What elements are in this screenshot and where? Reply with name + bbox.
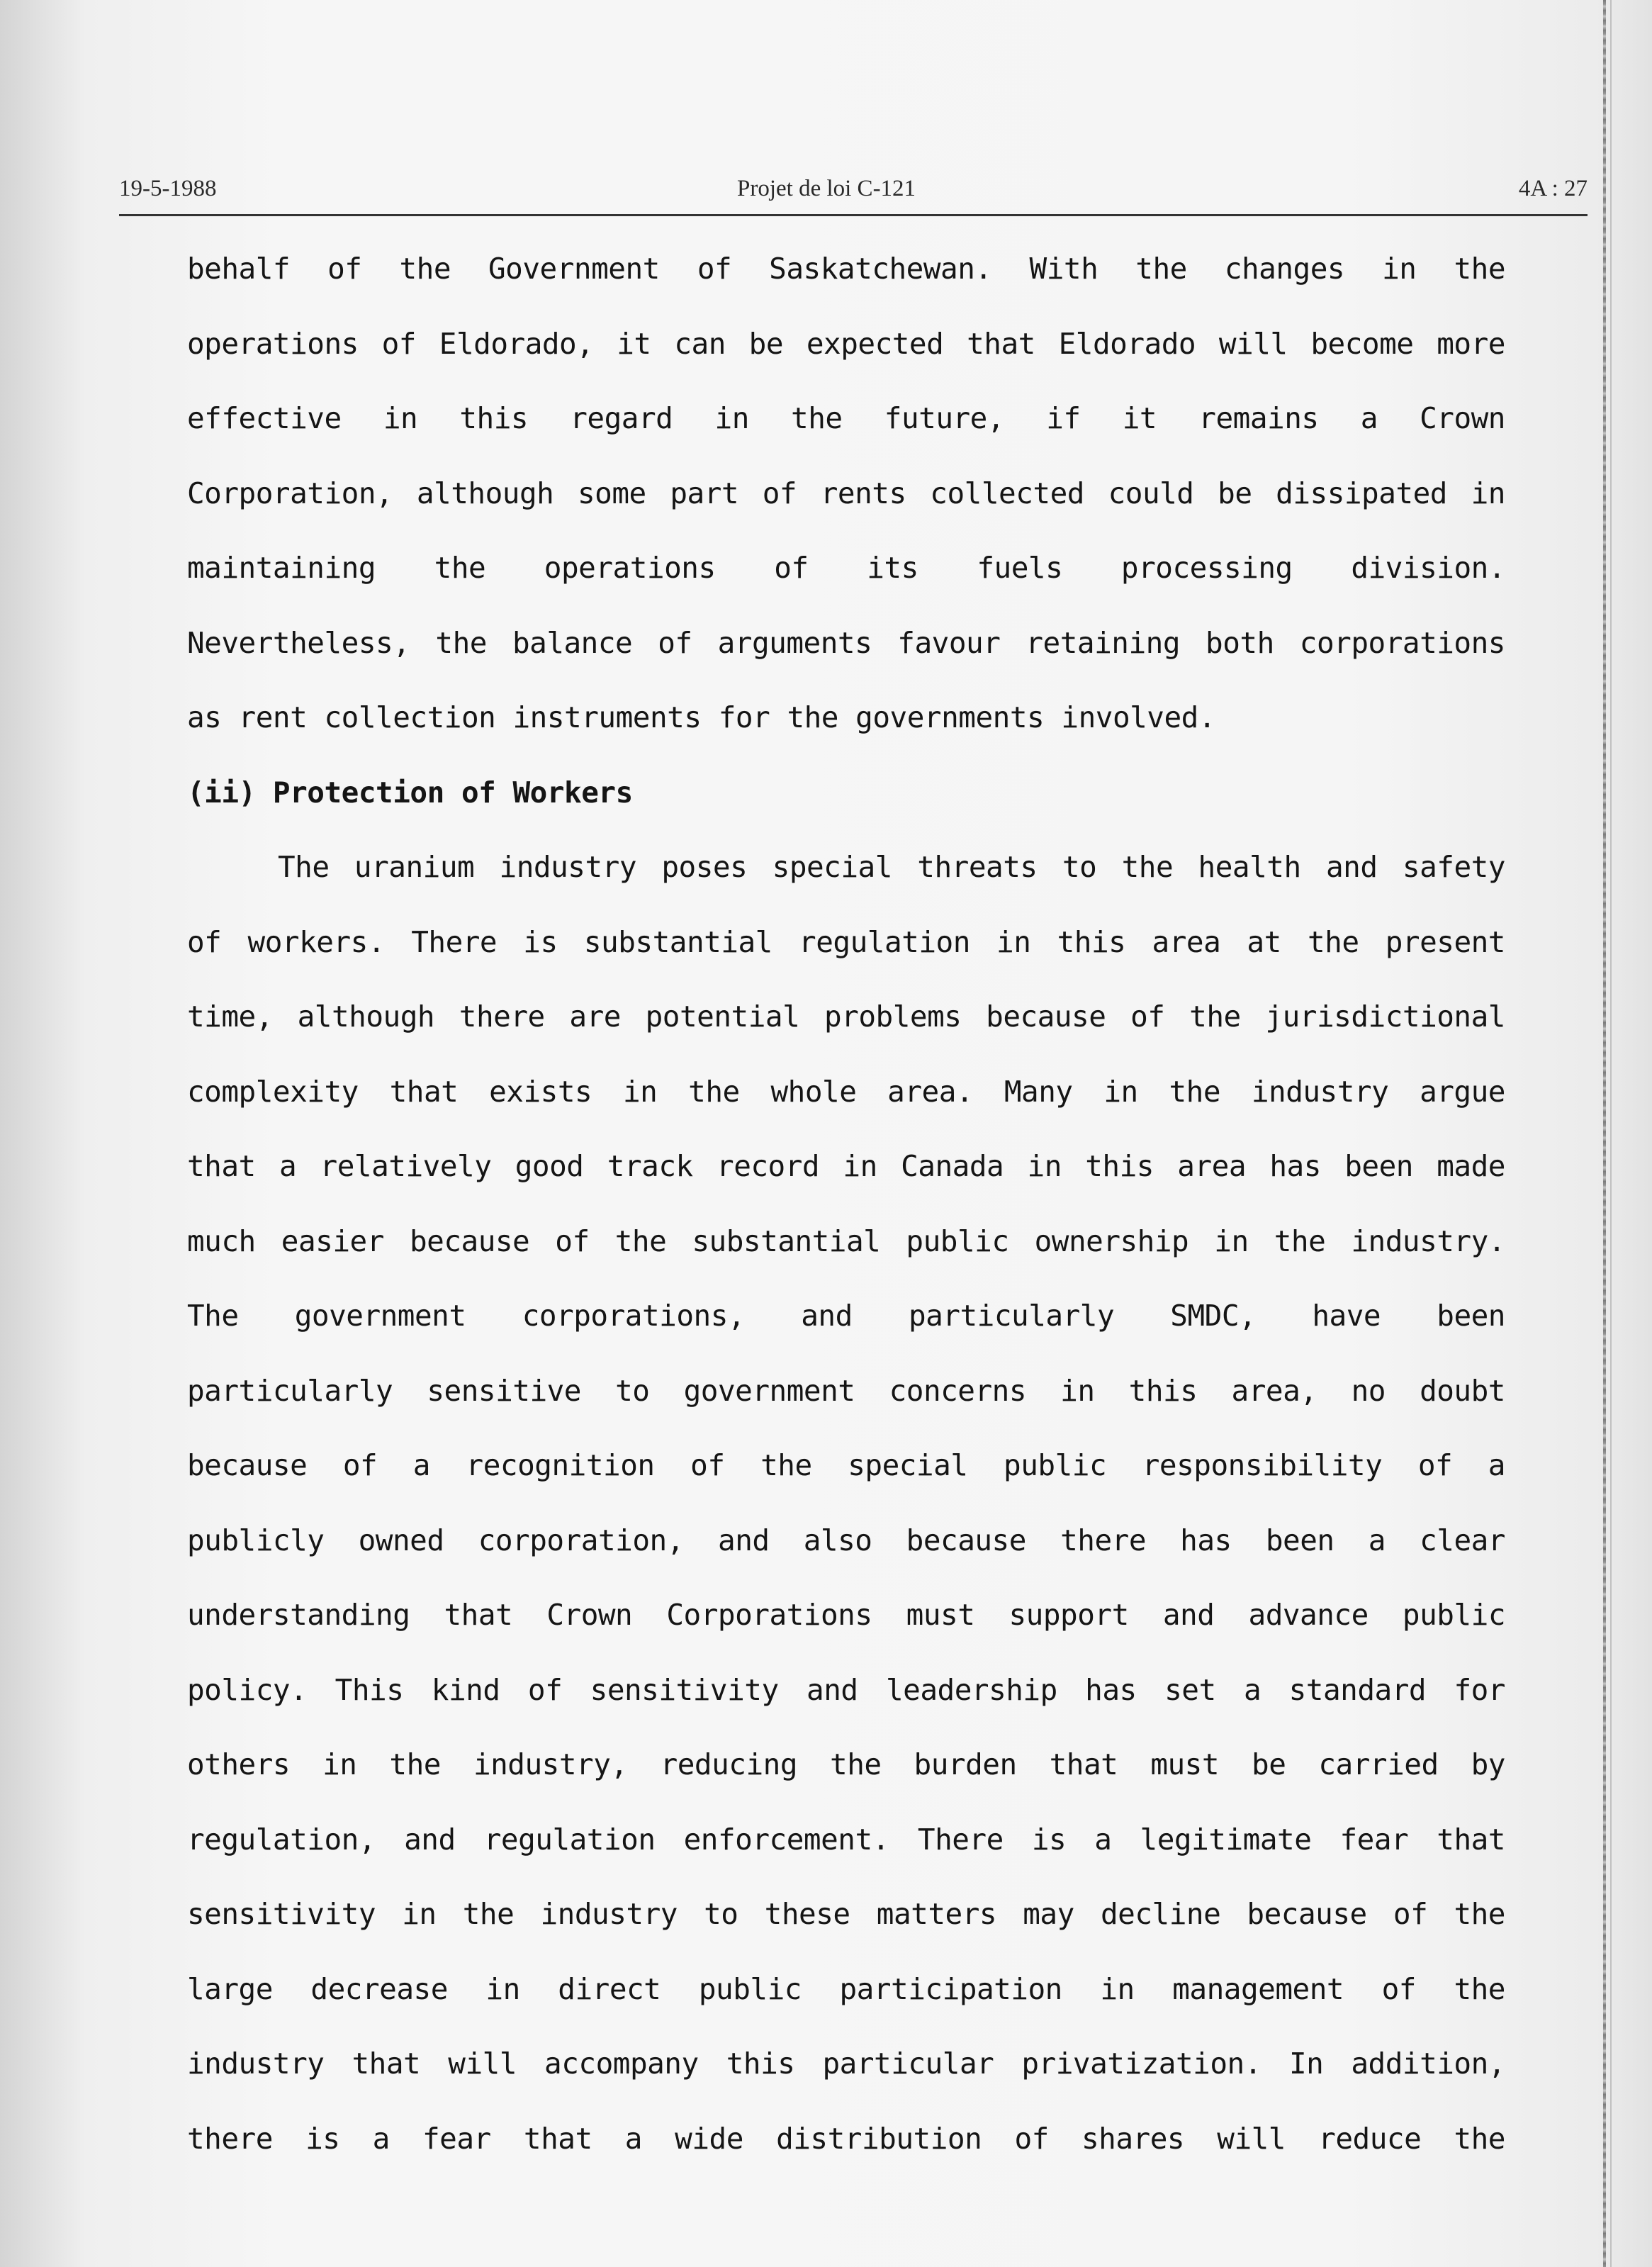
text-line: large decrease in direct public participation in management of the xyxy=(187,1971,1505,2006)
header-title: Projet de loi C-121 xyxy=(737,176,916,201)
section-heading: (ii) Protection of Workers xyxy=(187,775,633,810)
text-line: publicly owned corporation, and also because there has been a clear xyxy=(187,1523,1505,1557)
text-line: as rent collection instruments for the governments involved. xyxy=(187,700,1216,734)
text-line: regulation, and regulation enforcement. There is a legitimate fear that xyxy=(187,1822,1505,1857)
text-line: that a relatively good track record in Canada in this area has been made xyxy=(187,1149,1505,1183)
binding-edge xyxy=(1603,0,1606,2267)
text-line: The uranium industry poses special threats to the health and safety xyxy=(278,850,1505,884)
binding-edge-shadow xyxy=(1610,0,1612,2267)
text-line: maintaining the operations of its fuels processing division. xyxy=(187,551,1505,585)
text-line: behalf of the Government of Saskatchewan. With the changes in the xyxy=(187,252,1505,286)
header-page-number: 4A : 27 xyxy=(1518,176,1588,201)
text-line: because of a recognition of the special public responsibility of a xyxy=(187,1448,1505,1482)
text-line: particularly sensitive to government concerns in this area, no doubt xyxy=(187,1373,1505,1408)
text-line: there is a fear that a wide distribution of shares will reduce the xyxy=(187,2121,1505,2156)
text-line: policy. This kind of sensitivity and leadership has set a standard for xyxy=(187,1672,1505,1707)
text-line: sensitivity in the industry to these matters may decline because of the xyxy=(187,1897,1505,1931)
text-line: much easier because of the substantial public ownership in the industry. xyxy=(187,1224,1505,1258)
text-line: operations of Eldorado, it can be expected that Eldorado will become more xyxy=(187,326,1505,361)
text-line: industry that will accompany this particular privatization. In addition, xyxy=(187,2047,1505,2081)
text-line: Nevertheless, the balance of arguments favour retaining both corporations xyxy=(187,625,1505,660)
running-header xyxy=(119,176,1588,217)
text-line: Corporation, although some part of rents collected could be dissipated in xyxy=(187,476,1505,510)
body-text xyxy=(187,244,1505,2188)
text-line: of workers. There is substantial regulation in this area at the present xyxy=(187,924,1505,959)
header-date: 19-5-1988 xyxy=(119,176,217,201)
text-line: time, although there are potential problems because of the jurisdictional xyxy=(187,1000,1505,1034)
text-line: understanding that Crown Corporations must support and advance public xyxy=(187,1598,1505,1632)
text-line: The government corporations, and particularly SMDC, have been xyxy=(187,1299,1505,1333)
header-rule xyxy=(119,214,1588,216)
text-line: others in the industry, reducing the burden that must be carried by xyxy=(187,1747,1505,1781)
text-line: effective in this regard in the future, if it remains a Crown xyxy=(187,401,1505,435)
text-line: complexity that exists in the whole area. Many in the industry argue xyxy=(187,1074,1505,1109)
